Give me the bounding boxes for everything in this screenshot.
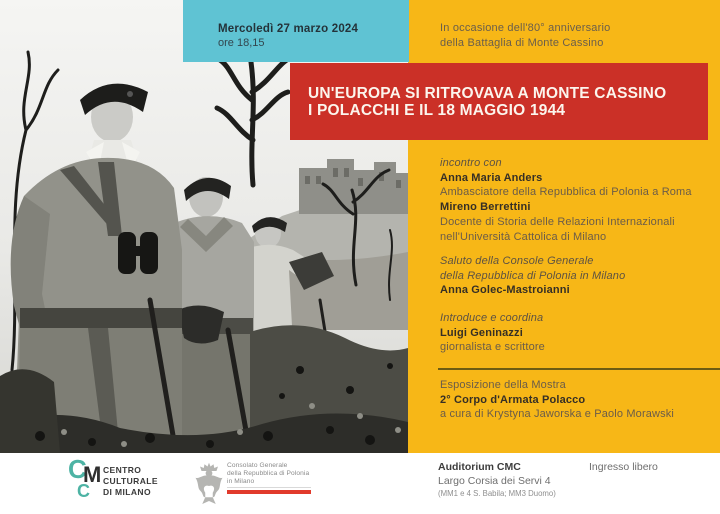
cmc-text-line3: DI MILANO (103, 487, 151, 497)
program-greeting (440, 254, 712, 298)
cmc-logo-text (103, 465, 158, 498)
cmc-logo-letter-m: M (83, 462, 102, 487)
event-date: Mercoledì 27 marzo 2024 (218, 23, 359, 35)
guest2-role-line1: Docente di Storia delle Relazioni Internazionali (440, 215, 675, 228)
event-time: ore 18,15 (218, 37, 265, 49)
cmc-text-line1: CENTRO (103, 465, 142, 475)
greeting-intro-line1: Saluto della Console Generale (440, 255, 594, 267)
consulate-label (227, 462, 309, 487)
exhibition-label: Esposizione della Mostra (440, 379, 566, 391)
consulate-line1: Consolato Generale (227, 462, 288, 469)
consulate-divider (227, 487, 311, 488)
meeting-intro: incontro con (440, 157, 502, 169)
consulate-line2: della Repubblica di Polonia (227, 470, 310, 478)
program-exhibition (440, 378, 712, 422)
exhibition-title: 2° Corpo d'Armata Polacco (440, 393, 586, 406)
event-title-line2: I POLACCHI E IL 18 MAGGIO 1944 (308, 102, 566, 119)
venue-address: Largo Corsia dei Servi 4 (438, 475, 551, 487)
program-meeting (440, 156, 712, 244)
admission-label: Ingresso libero (589, 461, 658, 473)
title-banner (290, 63, 708, 140)
greeting-name: Anna Golec-Mastroianni (440, 284, 570, 297)
section-divider (438, 368, 720, 370)
moderation-intro: Introduce e coordina (440, 312, 544, 324)
cmc-text-line2: CULTURALE (103, 476, 158, 486)
greeting-intro-line2: della Repubblica di Polonia in Milano (440, 269, 626, 282)
cmc-logo-letter-c-top: C (68, 454, 87, 484)
cmc-logo-letter-c-bottom: C (77, 481, 90, 501)
event-title-line1: UN'EUROPA SI RITROVAVA A MONTE CASSINO (308, 85, 667, 102)
guest2-name: Mireno Berrettini (440, 201, 531, 214)
exhibition-curators: a cura di Krystyna Jaworska e Paolo Morawski (440, 408, 675, 421)
guest1-role: Ambasciatore della Repubblica di Polonia a Roma (440, 186, 692, 199)
date-box (183, 0, 409, 62)
venue-name: Auditorium CMC (438, 461, 521, 473)
consulate-red-bar (227, 490, 311, 494)
occasion-line2: della Battaglia di Monte Cassino (440, 37, 604, 49)
occasion-text (440, 21, 610, 51)
program-moderation (440, 311, 712, 355)
moderator-name: Luigi Geninazzi (440, 326, 523, 339)
polish-eagle-icon (194, 460, 224, 511)
consulate-line3: in Milano (227, 478, 255, 486)
guest1-name: Anna Maria Anders (440, 171, 543, 184)
occasion-line1: In occasione dell'80° anniversario (440, 22, 611, 34)
venue-info (438, 460, 556, 500)
guest2-role-line2: nell'Università Cattolica di Milano (440, 230, 607, 243)
venue-transport: (MM1 e 4 S. Babila; MM3 Duomo) (438, 489, 556, 498)
moderator-role: giornalista e scrittore (440, 341, 545, 354)
